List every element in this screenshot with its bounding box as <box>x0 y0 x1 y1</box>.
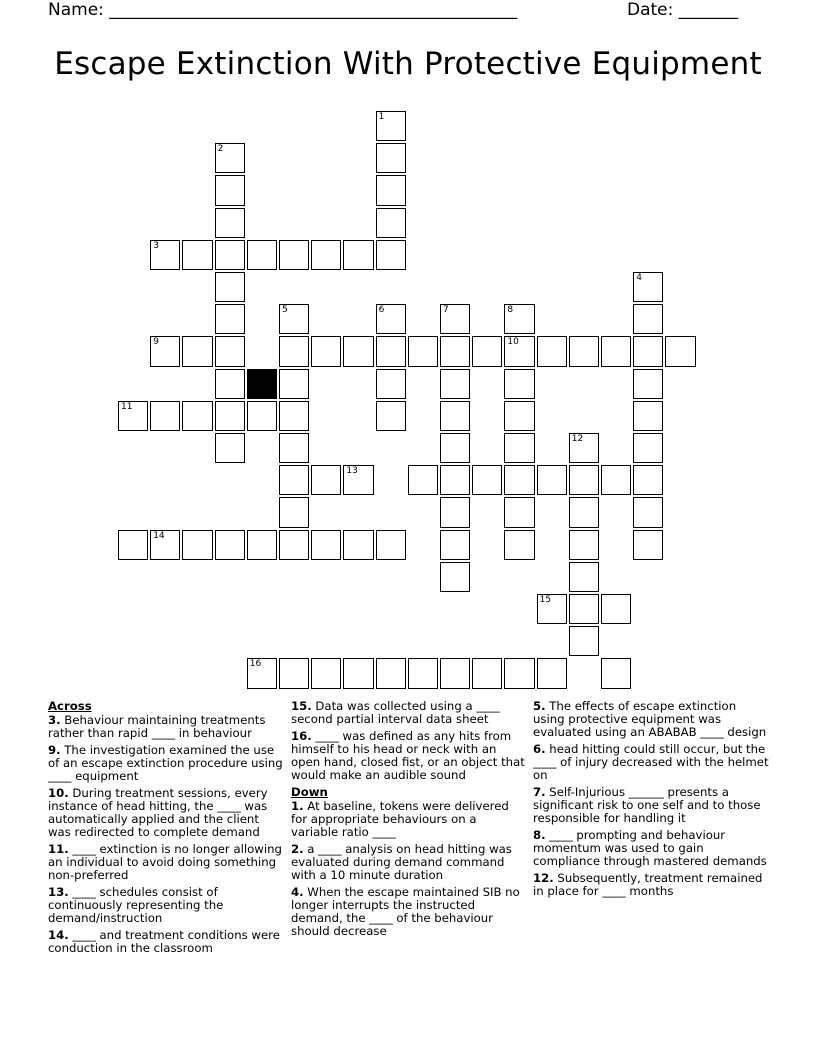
grid-cell[interactable] <box>182 240 212 270</box>
grid-cell[interactable] <box>279 369 309 399</box>
grid-cell[interactable] <box>311 240 341 270</box>
grid-cell[interactable] <box>440 465 470 495</box>
grid-cell[interactable] <box>633 433 663 463</box>
grid-cell[interactable] <box>182 401 212 431</box>
grid-cell[interactable] <box>247 240 277 270</box>
grid-cell[interactable] <box>150 401 180 431</box>
grid-cell[interactable] <box>376 143 406 173</box>
grid-cell[interactable] <box>247 530 277 560</box>
grid-cell[interactable] <box>279 530 309 560</box>
grid-cell[interactable] <box>408 658 438 688</box>
grid-cell[interactable] <box>376 240 406 270</box>
grid-cell[interactable] <box>537 658 567 688</box>
grid-cell[interactable] <box>504 433 534 463</box>
grid-cell[interactable] <box>472 336 502 366</box>
grid-cell[interactable] <box>182 530 212 560</box>
grid-cell[interactable] <box>343 530 373 560</box>
across-clue-9: 9. The investigation examined the use of an escape extinction procedure using ____ equipment <box>48 743 283 783</box>
grid-cell[interactable] <box>408 465 438 495</box>
grid-cell[interactable] <box>311 530 341 560</box>
grid-cell[interactable] <box>311 465 341 495</box>
down-clue-6: 6. head hitting could still occur, but the ____ of injury decreased with the helmet on <box>533 742 769 782</box>
grid-cell[interactable] <box>472 465 502 495</box>
across-clue-13: 13. ____ schedules consist of continuously representing the demand/instruction <box>48 885 224 925</box>
grid-cell[interactable] <box>504 401 534 431</box>
grid-cell[interactable] <box>601 336 631 366</box>
grid-cell[interactable] <box>215 143 245 173</box>
across-clue-14: 14. ____ and treatment conditions were conduction in the classroom <box>48 928 280 955</box>
grid-cell[interactable] <box>343 336 373 366</box>
down-clue-5: 5. The effects of escape extinction using protective equipment was evaluated using an ABABAB ____ design <box>533 699 767 739</box>
grid-cell[interactable] <box>118 401 148 431</box>
grid-cell[interactable] <box>601 465 631 495</box>
grid-cell[interactable] <box>504 530 534 560</box>
down-clue-4: 4. When the escape maintained SIB no longer interrupts the instructed demand, the ____ of the behaviour should decrease <box>291 885 520 938</box>
grid-cell[interactable] <box>537 594 567 624</box>
grid-cell[interactable] <box>311 336 341 366</box>
grid-cell[interactable] <box>440 401 470 431</box>
grid-cell[interactable] <box>504 465 534 495</box>
grid-cell[interactable] <box>215 433 245 463</box>
grid-cell[interactable] <box>215 240 245 270</box>
grid-cell[interactable] <box>440 304 470 334</box>
grid-cell[interactable] <box>376 530 406 560</box>
down-clue-12: 12. Subsequently, treatment remained in place for ____ months <box>533 871 763 898</box>
grid-cell[interactable] <box>440 530 470 560</box>
grid-cell[interactable] <box>504 658 534 688</box>
down-clue-1: 1. At baseline, tokens were delivered for appropriate behaviours on a variable ratio ____ <box>291 799 509 839</box>
grid-cell[interactable] <box>440 336 470 366</box>
down-heading: Down <box>291 785 328 799</box>
grid-cell[interactable] <box>215 304 245 334</box>
grid-cell[interactable] <box>633 272 663 302</box>
grid-cell[interactable] <box>440 658 470 688</box>
grid-cell[interactable] <box>279 304 309 334</box>
across-clue-3: 3. Behaviour maintaining treatments rather than rapid ____ in behaviour <box>48 713 266 740</box>
cell-number: 12 <box>571 434 584 444</box>
grid-cell[interactable] <box>247 401 277 431</box>
grid-cell[interactable] <box>215 336 245 366</box>
grid-cell[interactable] <box>150 240 180 270</box>
cell-number: 4 <box>636 273 642 283</box>
clues-column-2 <box>291 700 527 942</box>
grid-cell[interactable] <box>247 658 277 688</box>
cell-number: 7 <box>443 305 449 316</box>
grid-cell[interactable] <box>311 658 341 688</box>
grid-cell[interactable] <box>215 401 245 431</box>
date-line[interactable]: Date: _______ <box>627 0 739 20</box>
grid-cell[interactable] <box>376 175 406 205</box>
across-clue-16: 16. ____ was defined as any hits from himself to his head or neck with an open hand, closed fist, or an object that would make an audible sound <box>291 729 525 782</box>
cell-number: 6 <box>378 305 385 316</box>
grid-cell[interactable] <box>343 658 373 688</box>
cell-number: 5 <box>282 305 288 316</box>
grid-cell[interactable] <box>504 497 534 527</box>
page-title: Escape Extinction With Protective Equipment <box>54 46 762 82</box>
grid-cell[interactable] <box>279 433 309 463</box>
grid-cell[interactable] <box>569 497 599 527</box>
grid-cell[interactable] <box>633 304 663 334</box>
cell-number: 9 <box>153 337 159 348</box>
grid-cell[interactable] <box>376 208 406 238</box>
grid-cell[interactable] <box>376 401 406 431</box>
grid-cell[interactable] <box>343 240 373 270</box>
grid-cell[interactable] <box>279 401 309 431</box>
grid-cell[interactable] <box>440 369 470 399</box>
grid-cell[interactable] <box>569 336 599 366</box>
grid-cell[interactable] <box>569 465 599 495</box>
grid-cell[interactable] <box>504 336 534 366</box>
grid-cell[interactable] <box>182 336 212 366</box>
grid-cell[interactable] <box>376 304 406 334</box>
down-clue-2: 2. a ____ analysis on head hitting was evaluated during demand command with a 10 minute duration <box>291 842 512 882</box>
grid-cell[interactable] <box>118 530 148 560</box>
grid-cell[interactable] <box>215 175 245 205</box>
grid-cell[interactable] <box>215 208 245 238</box>
cell-number: 2 <box>217 144 224 155</box>
grid-cell[interactable] <box>215 272 245 302</box>
grid-cell[interactable] <box>376 658 406 688</box>
grid-cell[interactable] <box>504 369 534 399</box>
name-line[interactable]: Name: ________________________________________________ <box>48 0 518 20</box>
grid-cell[interactable] <box>279 336 309 366</box>
grid-cell[interactable] <box>537 465 567 495</box>
cell-number: 1 <box>378 112 385 122</box>
grid-cell[interactable] <box>569 626 599 656</box>
clues-column-3 <box>533 700 771 902</box>
grid-cell[interactable] <box>569 562 599 592</box>
cell-number: 11 <box>121 401 133 412</box>
grid-cell[interactable] <box>279 240 309 270</box>
grid-cell[interactable] <box>472 658 502 688</box>
grid-cell[interactable] <box>633 530 663 560</box>
across-clue-15: 15. Data was collected using a ____ second partial interval data sheet <box>291 699 500 726</box>
grid-cell[interactable] <box>440 497 470 527</box>
grid-cell[interactable] <box>215 369 245 399</box>
grid-cell[interactable] <box>601 658 631 688</box>
grid-cell[interactable] <box>440 562 470 592</box>
clues-column-1 <box>48 700 283 959</box>
grid-cell[interactable] <box>504 304 534 334</box>
grid-cell[interactable] <box>633 465 663 495</box>
grid-cell[interactable] <box>569 530 599 560</box>
grid-cell[interactable] <box>633 369 663 399</box>
grid-cell[interactable] <box>440 433 470 463</box>
grid-cell[interactable] <box>408 336 438 366</box>
grid-cell[interactable] <box>279 465 309 495</box>
grid-cell[interactable] <box>633 401 663 431</box>
grid-cell[interactable] <box>215 530 245 560</box>
grid-cell[interactable] <box>633 336 663 366</box>
grid-cell[interactable] <box>279 658 309 688</box>
grid-cell[interactable] <box>569 433 599 463</box>
across-heading: Across <box>48 699 92 713</box>
cell-number: 14 <box>153 530 165 541</box>
grid-cell[interactable] <box>376 111 406 141</box>
down-clue-8: 8. ____ prompting and behaviour momentum was used to gain compliance through mastered demands <box>533 828 767 868</box>
cell-number: 10 <box>507 337 519 348</box>
down-clue-7: 7. Self-Injurious ______ presents a significant risk to one self and to those responsible for handling it <box>533 785 761 825</box>
cell-number: 13 <box>346 466 358 477</box>
grid-cell[interactable] <box>376 369 406 399</box>
cell-number: 8 <box>507 305 514 316</box>
grid-cell[interactable] <box>150 336 180 366</box>
cell-number: 3 <box>153 240 159 251</box>
grid-cell[interactable] <box>601 594 631 624</box>
grid-cell[interactable] <box>343 465 373 495</box>
across-clue-11: 11. ____ extinction is no longer allowing an individual to avoid doing something non-preferred <box>48 842 282 882</box>
grid-cell[interactable] <box>569 594 599 624</box>
grid-cell[interactable] <box>150 530 180 560</box>
grid-cell[interactable] <box>279 497 309 527</box>
across-clue-10: 10. During treatment sessions, every instance of head hitting, the ____ was automatically applied and the client was redirected to complete demand <box>48 786 268 839</box>
cell-number: 16 <box>249 659 262 670</box>
grid-cell[interactable] <box>376 336 406 366</box>
grid-cell[interactable] <box>665 336 695 366</box>
grid-cell[interactable] <box>633 497 663 527</box>
grid-cell[interactable] <box>537 336 567 366</box>
cell-number: 15 <box>539 595 552 605</box>
grid-block <box>247 369 277 399</box>
